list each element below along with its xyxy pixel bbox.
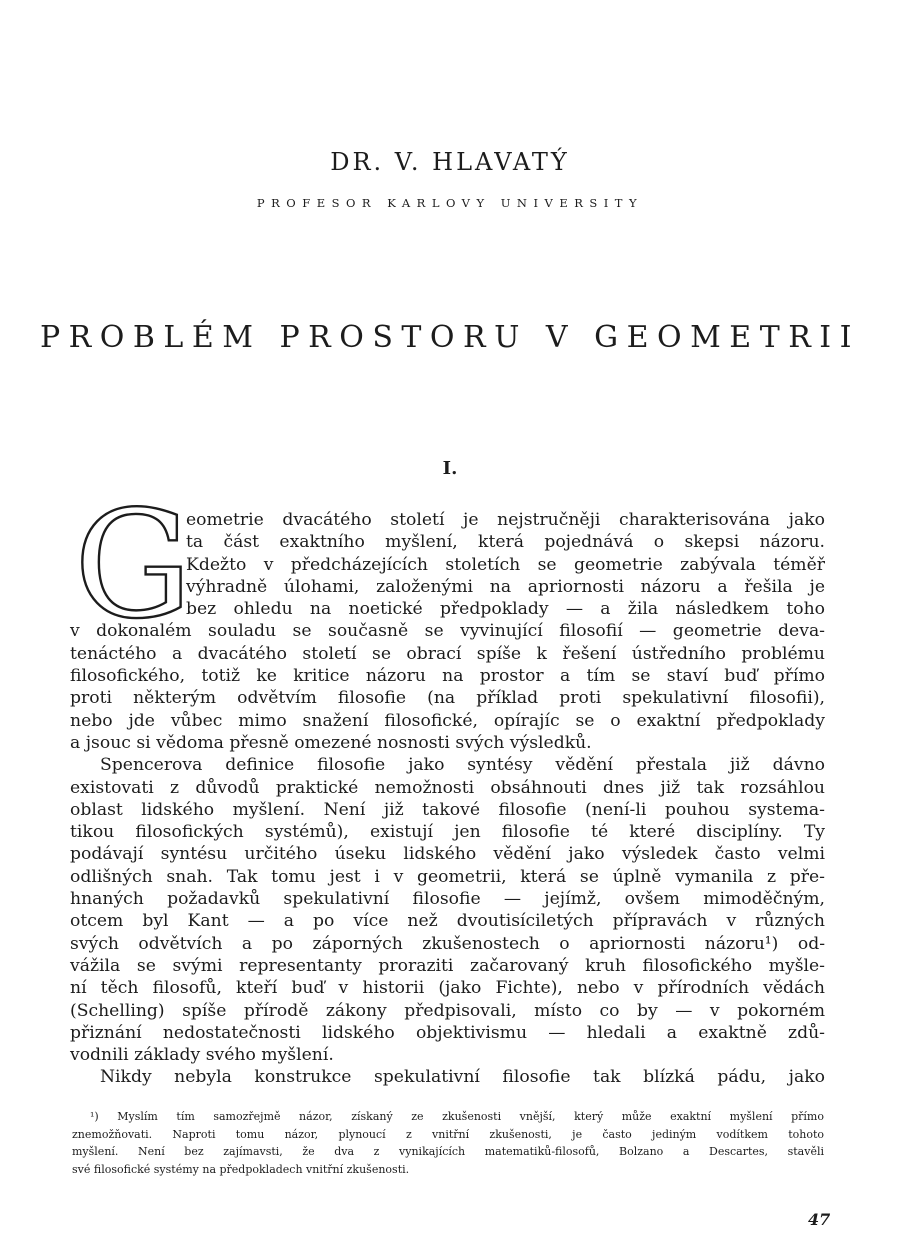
footnote-line: své filosofické systémy na předpokladech vnitřní zkušenosti. [72, 1162, 410, 1176]
body-line: tikou filosofických systémů), existují jen filosofie té které disciplíny. Ty [70, 822, 825, 843]
footnote-line: znemožňovati. Naproti tomu názor, plynoucí z vnitřní zkušenosti, je často jediným vodítkem tohoto [72, 1127, 824, 1141]
body-line: svých odvětvích a po záporných zkušenostech o apriornosti názoru¹) od- [70, 933, 825, 954]
footnote-line: myšlení. Není bez zajímavsti, že dva z vynikajících matematiků-filosofů, Bolzano a Descartes, stavěli [72, 1145, 824, 1158]
section-number: I. [442, 458, 458, 479]
body-line: eometrie dvacátého století je nejstručněji charakterisována jako [186, 510, 825, 530]
body-line: a jsouc si vědoma přesně omezené nosnosti svých výsledků. [70, 732, 592, 753]
body-line: hnaných požadavků spekulativní filosofie — jejímž, ovšem mimoděčným, [70, 889, 825, 910]
body-line: Spencerova definice filosofie jako syntésy vědění přestala již dávno [100, 755, 825, 776]
author-name: DR. V. HLAVATÝ [330, 148, 570, 176]
body-line: ta část exaktního myšlení, která pojednává o skepsi názoru. [186, 532, 825, 553]
drop-cap-letter: G [74, 479, 193, 651]
body-line: filosofického, totiž ke kritice názoru na prostor a tím se staví buď přímo [70, 666, 825, 687]
footnote-line: ¹) Myslím tím samozřejmě názor, získaný ze zkušenosti vnější, který může exaktní myšlení přímo [90, 1110, 824, 1123]
body-line: vážila se svými representanty proraziti začarovaný kruh filosofického myšle- [70, 955, 825, 976]
footnotes [72, 1108, 824, 1178]
body-line: nebo jde vůbec mimo snažení filosofické, opírajíc se o exaktní předpoklady [70, 710, 825, 731]
body-line: Kdežto v předcházejících stoletích se geometrie zabývala téměř [186, 554, 825, 575]
body-line: Nikdy nebyla konstrukce spekulativní filosofie tak blízká pádu, jako [100, 1067, 825, 1088]
body-line: podávají syntésu určitého úseku lidského vědění jako výsledek často velmi [70, 844, 825, 865]
body-line: oblast lidského myšlení. Není již takové filosofie (není-li pouhou systema- [70, 799, 825, 820]
body-line: tenáctého a dvacátého století se obrací spíše k řešení ústředního problému [70, 643, 825, 664]
body-line: otcem byl Kant — a po více než dvoutisíciletých přípravách v různých [70, 911, 825, 932]
body-line: v dokonalém souladu se současně se vyvinující filosofií — geometrie deva- [70, 621, 825, 642]
body-line: ní těch filosofů, kteří buď v historii (jako Fichte), nebo v přírodních vědách [70, 978, 825, 999]
body-line: vodnili základy svého myšlení. [70, 1045, 334, 1066]
body-line: proti některým odvětvím filosofie (na příklad proti spekulativní filosofii), [70, 688, 825, 709]
body-line: bez ohledu na noetické předpoklady — a žila následkem toho [186, 599, 825, 620]
body-text [70, 509, 825, 1089]
article-title: PROBLÉM PROSTORU V GEOMETRII [40, 320, 860, 355]
page-number: 47 [808, 1210, 831, 1229]
body-line: (Schelling) spíše přírodě zákony předpisovali, místo co by — v pokorném [70, 1000, 825, 1021]
body-line: přiznání nedostatečnosti lidského objektivismu — hledali a exaktně zdů- [70, 1022, 825, 1043]
body-line: výhradně úlohami, založenými na apriornosti názoru a řešila je [186, 576, 825, 597]
body-line: odlišných snah. Tak tomu jest i v geometrii, která se úplně vymanila z pře- [70, 866, 825, 887]
body-line: existovati z důvodů praktické nemožnosti obsáhnouti dnes již tak rozsáhlou [70, 777, 825, 798]
author-affiliation: PROFESOR KARLOVY UNIVERSITY [256, 196, 644, 210]
